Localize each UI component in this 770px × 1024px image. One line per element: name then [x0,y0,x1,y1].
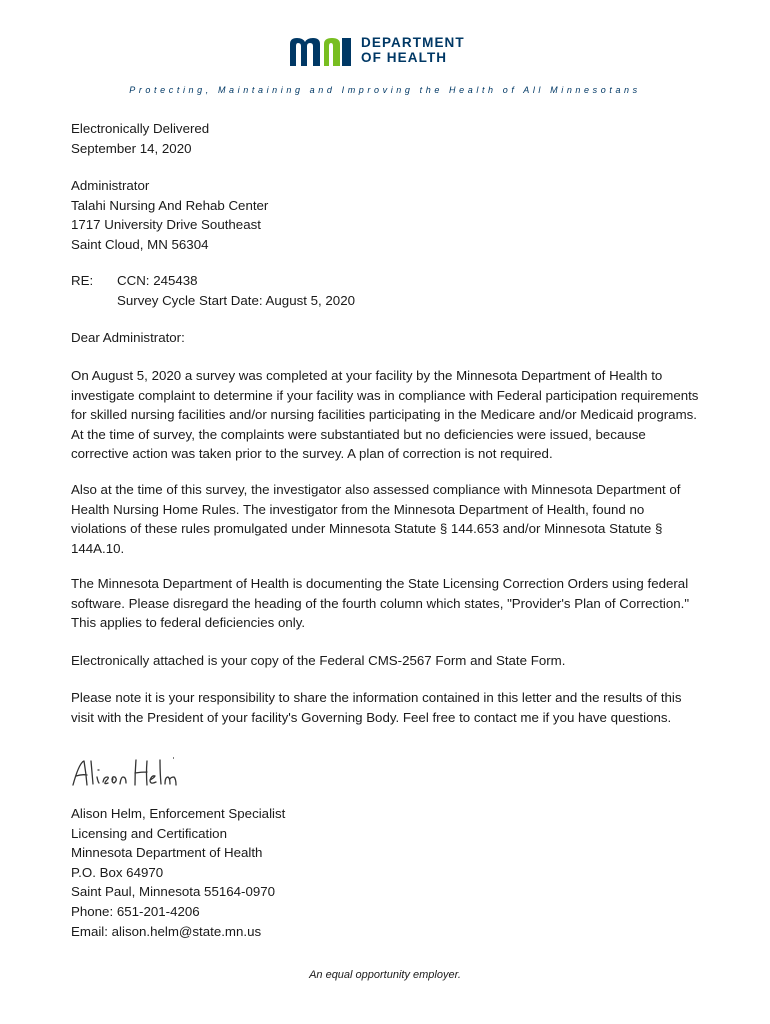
sender-po-box: P.O. Box 64970 [71,864,164,880]
mn-logo-mark-icon [288,34,358,68]
handwritten-signature [70,755,190,795]
sender-division: Licensing and Certification [71,825,227,841]
re-survey-start: Survey Cycle Start Date: August 5, 2020 [117,292,355,308]
body-paragraph-1: On August 5, 2020 a survey was completed at your facility by the Minnesota Department of Health to investigate complaint to determine if your facility was in compliance with Federal participation requirements for skilled nursing facilities and/or nursing facilities participating in the Medicare and/or Medicaid programs. At the time of survey, the complaints were substantiated but no deficiencies were issued, because corrective action was taken prior to the survey. A plan of correction is not required. [71,368,699,462]
recipient-facility: Talahi Nursing And Rehab Center [71,197,269,213]
delivery-method: Electronically Delivered [71,121,210,136]
sender-name-title: Alison Helm, Enforcement Specialist [71,806,286,821]
delivery-block [71,119,699,158]
re-block [71,271,699,310]
recipient-address [71,176,699,254]
body-paragraph-5: Please note it is your responsibility to share the information contained in this letter and the results of this visit with the President of your facility's Governing Body. Feel free to contact me if you have questions. [71,690,682,725]
recipient-city: Saint Cloud, MN 56304 [71,236,209,252]
sender-block [71,804,699,941]
sender-email: Email: alison.helm@state.mn.us [71,923,262,939]
logo-line-1: DEPARTMENT [361,35,465,50]
mdh-logo [288,34,488,68]
re-label: RE: [71,273,94,288]
letter-date: September 14, 2020 [71,140,192,156]
body-paragraph-2: Also at the time of this survey, the investigator also assessed compliance with Minnesota Department of Health Nursing Home Rules. The investigator from the Minnesota Department of Health, found no violations of these rules promulgated under Minnesota Statute § 144.653 and/or Minnesota Statute § 144A.10. [71,482,681,556]
sender-city: Saint Paul, Minnesota 55164-0970 [71,884,276,900]
re-ccn: CCN: 245438 [117,273,198,288]
body-paragraph-4: Electronically attached is your copy of the Federal CMS-2567 Form and State Form. [71,653,566,668]
logo-line-2: OF HEALTH [361,50,448,65]
footer-equal-opportunity: An equal opportunity employer. [309,969,461,981]
tagline: Protecting, Maintaining and Improving the Health of All Minnesotans [129,85,641,95]
body-paragraph-3: The Minnesota Department of Health is documenting the State Licensing Correction Orders using federal software. Please disregard the heading of the fourth column which states, "Provider's Plan of Correction." This applies to federal deficiencies only. [71,576,690,631]
recipient-street: 1717 University Drive Southeast [71,217,261,233]
sender-department: Minnesota Department of Health [71,845,263,861]
recipient-title: Administrator [71,178,150,193]
sender-phone: Phone: 651-201-4206 [71,903,200,919]
logo-wordmark [361,35,465,65]
salutation: Dear Administrator: [71,330,185,345]
